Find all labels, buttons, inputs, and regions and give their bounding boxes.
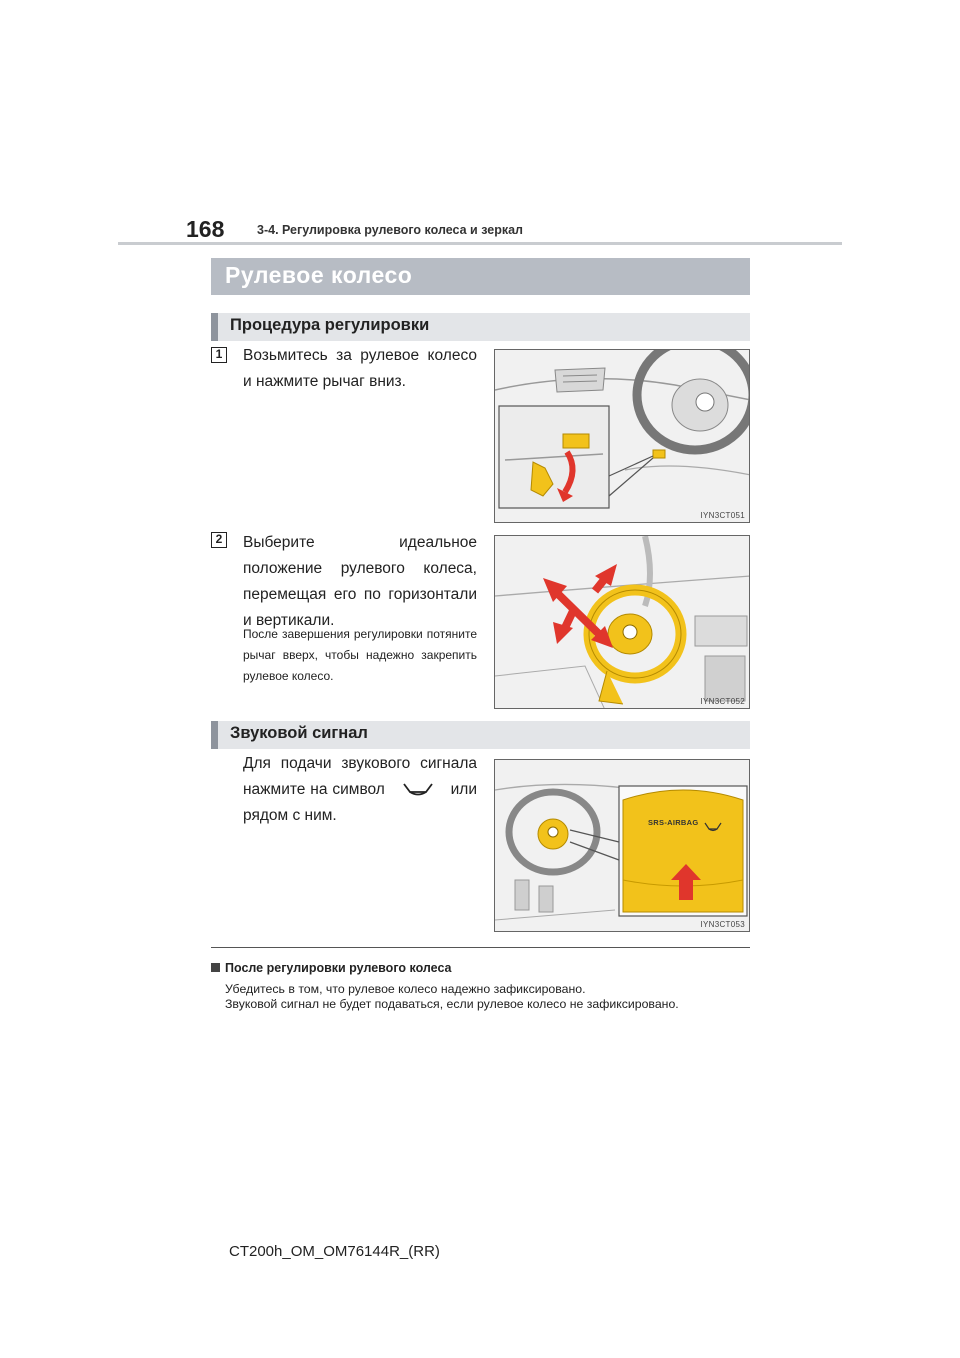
horn-illustration bbox=[495, 760, 750, 932]
subsection-horn-title: Звуковой сигнал bbox=[230, 724, 368, 742]
notes-heading-text: После регулировки рулевого колеса bbox=[225, 961, 452, 975]
notes-divider bbox=[211, 947, 750, 948]
step-2-text: Выберите идеальное положение рулевого колеса, перемещая его по горизонтали и вертикали. bbox=[243, 534, 477, 629]
figure-horn bbox=[494, 759, 750, 932]
step-2-badge: 2 bbox=[211, 532, 227, 548]
figure-steering-lever bbox=[494, 349, 750, 523]
square-bullet-icon bbox=[211, 963, 220, 972]
horn-text-after: или рядом с ним. bbox=[243, 781, 478, 824]
horn-text-before: Для подачи звукового сигнала нажмите на символ bbox=[243, 755, 477, 798]
footer-doc-code: CT200h_OM_OM76144R_(RR) bbox=[229, 1243, 440, 1260]
figure-steering-position bbox=[494, 535, 750, 709]
section-title: Рулевое колесо bbox=[225, 262, 413, 288]
section-title-bar bbox=[211, 258, 750, 295]
steering-lever-illustration bbox=[495, 350, 750, 523]
notes-body bbox=[225, 982, 679, 1012]
step-2-note: После завершения регулировки потяните рычаг вверх, чтобы надежно закрепить рулевое колесо. bbox=[243, 627, 477, 683]
chapter-title: 3-4. Регулировка рулевого колеса и зеркал bbox=[257, 223, 523, 237]
header-divider bbox=[118, 242, 842, 245]
horn-icon bbox=[400, 781, 436, 799]
subsection-adjust-title: Процедура регулировки bbox=[230, 316, 430, 334]
notes-heading bbox=[211, 961, 452, 975]
figure-2-code: IYN3CT052 bbox=[700, 697, 745, 706]
figure-1-code: IYN3CT051 bbox=[700, 511, 745, 520]
steering-position-illustration bbox=[495, 536, 750, 709]
airbag-label: SRS-AIRBAG bbox=[648, 818, 699, 827]
notes-line-1: Убедитесь в том, что рулевое колесо надежно зафиксировано. bbox=[225, 982, 586, 996]
subsection-adjust-bar bbox=[211, 313, 750, 341]
page-number: 168 bbox=[186, 216, 225, 242]
step-1-text: Возьмитесь за рулевое колесо и нажмите рычаг вниз. bbox=[243, 347, 477, 390]
step-1-badge: 1 bbox=[211, 347, 227, 363]
horn-text bbox=[243, 751, 477, 829]
notes-line-2: Звуковой сигнал не будет подаваться, если рулевое колесо не зафиксировано. bbox=[225, 997, 679, 1011]
subsection-horn-bar bbox=[211, 721, 750, 749]
figure-3-code: IYN3CT053 bbox=[700, 920, 745, 929]
